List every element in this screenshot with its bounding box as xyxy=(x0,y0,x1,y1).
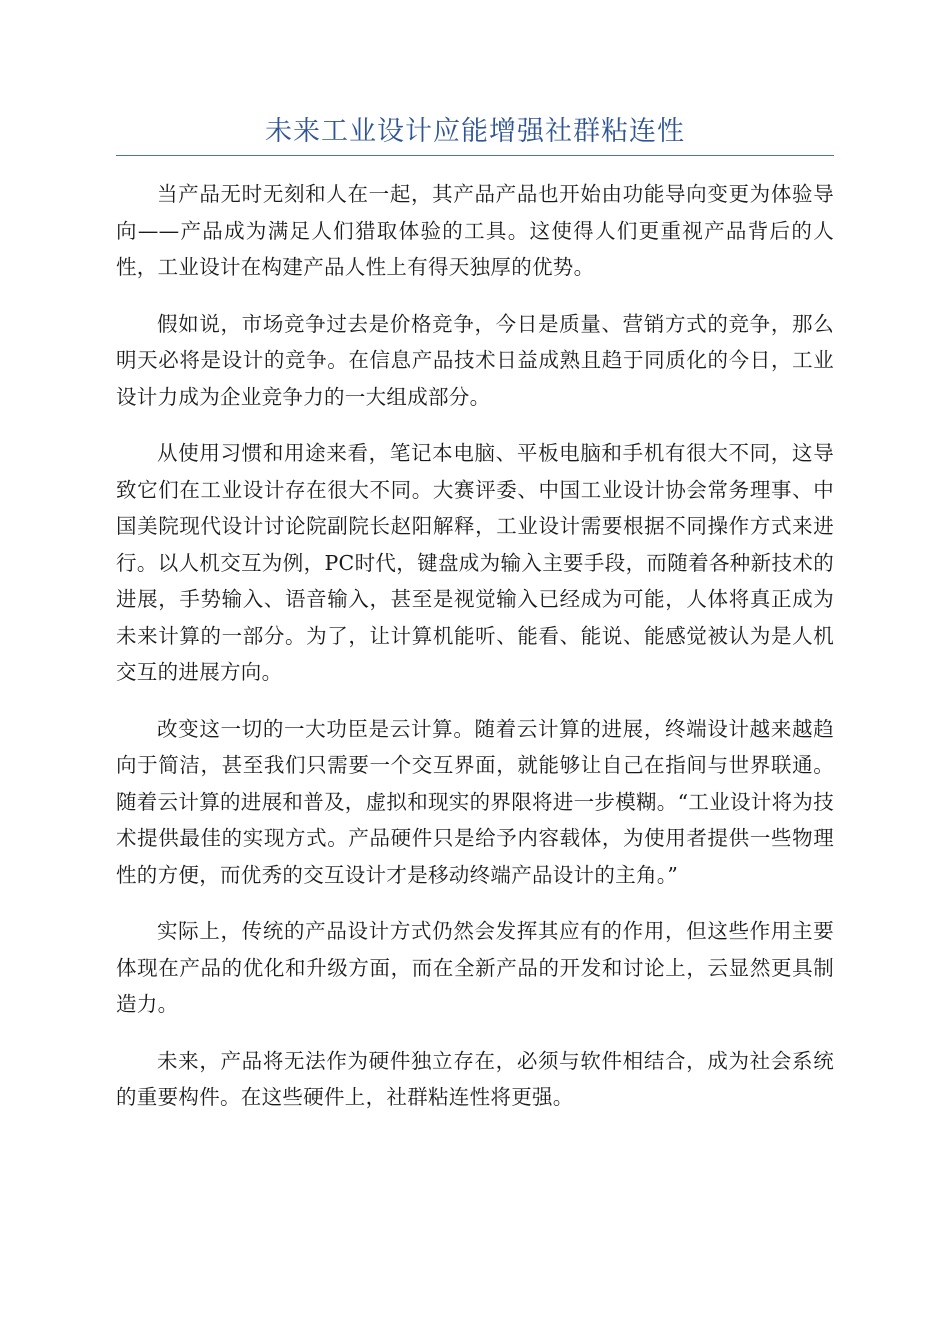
page-title: 未来工业设计应能增强社群粘连性 xyxy=(265,116,685,147)
paragraph-2: 假如说，市场竞争过去是价格竞争，今日是质量、营销方式的竞争，那么明天必将是设计的竞争。在信息产品技术日益成熟且趋于同质化的今日，工业设计力成为企业竞争力的一大组成部分。 xyxy=(116,311,834,409)
paragraph-3: 从使用习惯和用途来看，笔记本电脑、平板电脑和手机有很大不同，这导致它们在工业设计存在很大不同。大赛评委、中国工业设计协会常务理事、中国美院现代设计讨论院副院长赵阳解释，工业设计需要根据不同操作方式来进行。以人机交互为例，PC时代，键盘成为输入主要手段，而随着各种新技术的进展，手势输入、语音输入，甚至是视觉输入已经成为可能，人体将真正成为未来计算的一部分。为了，让计算机能听、能看、能说、能感觉被认为是人机交互的进展方向。 xyxy=(116,441,834,684)
paragraph-1: 当产品无时无刻和人在一起，其产品产品也开始由功能导向变更为体验导向——产品成为满足人们猎取体验的工具。这使得人们更重视产品背后的人性，工业设计在构建产品人性上有得天独厚的优势。 xyxy=(116,182,834,279)
document-body xyxy=(116,176,834,1136)
paragraph-4: 改变这一切的一大功臣是云计算。随着云计算的进展，终端设计越来越趋向于简洁，甚至我们只需要一个交互界面，就能够让自己在指间与世界联通。随着云计算的进展和普及，虚拟和现实的界限将进一步模糊。“工业设计将为技术提供最佳的实现方式。产品硬件只是给予内容载体，为使用者提供一些物理性的方便，而优秀的交互设计才是移动终端产品设计的主角。” xyxy=(116,716,834,887)
paragraph-5: 实际上，传统的产品设计方式仍然会发挥其应有的作用，但这些作用主要体现在产品的优化和升级方面，而在全新产品的开发和讨论上，云显然更具制造力。 xyxy=(116,919,834,1016)
title-underline xyxy=(116,155,834,156)
paragraph-6: 未来，产品将无法作为硬件独立存在，必须与软件相结合，成为社会系统的重要构件。在这些硬件上，社群粘连性将更强。 xyxy=(116,1048,834,1109)
